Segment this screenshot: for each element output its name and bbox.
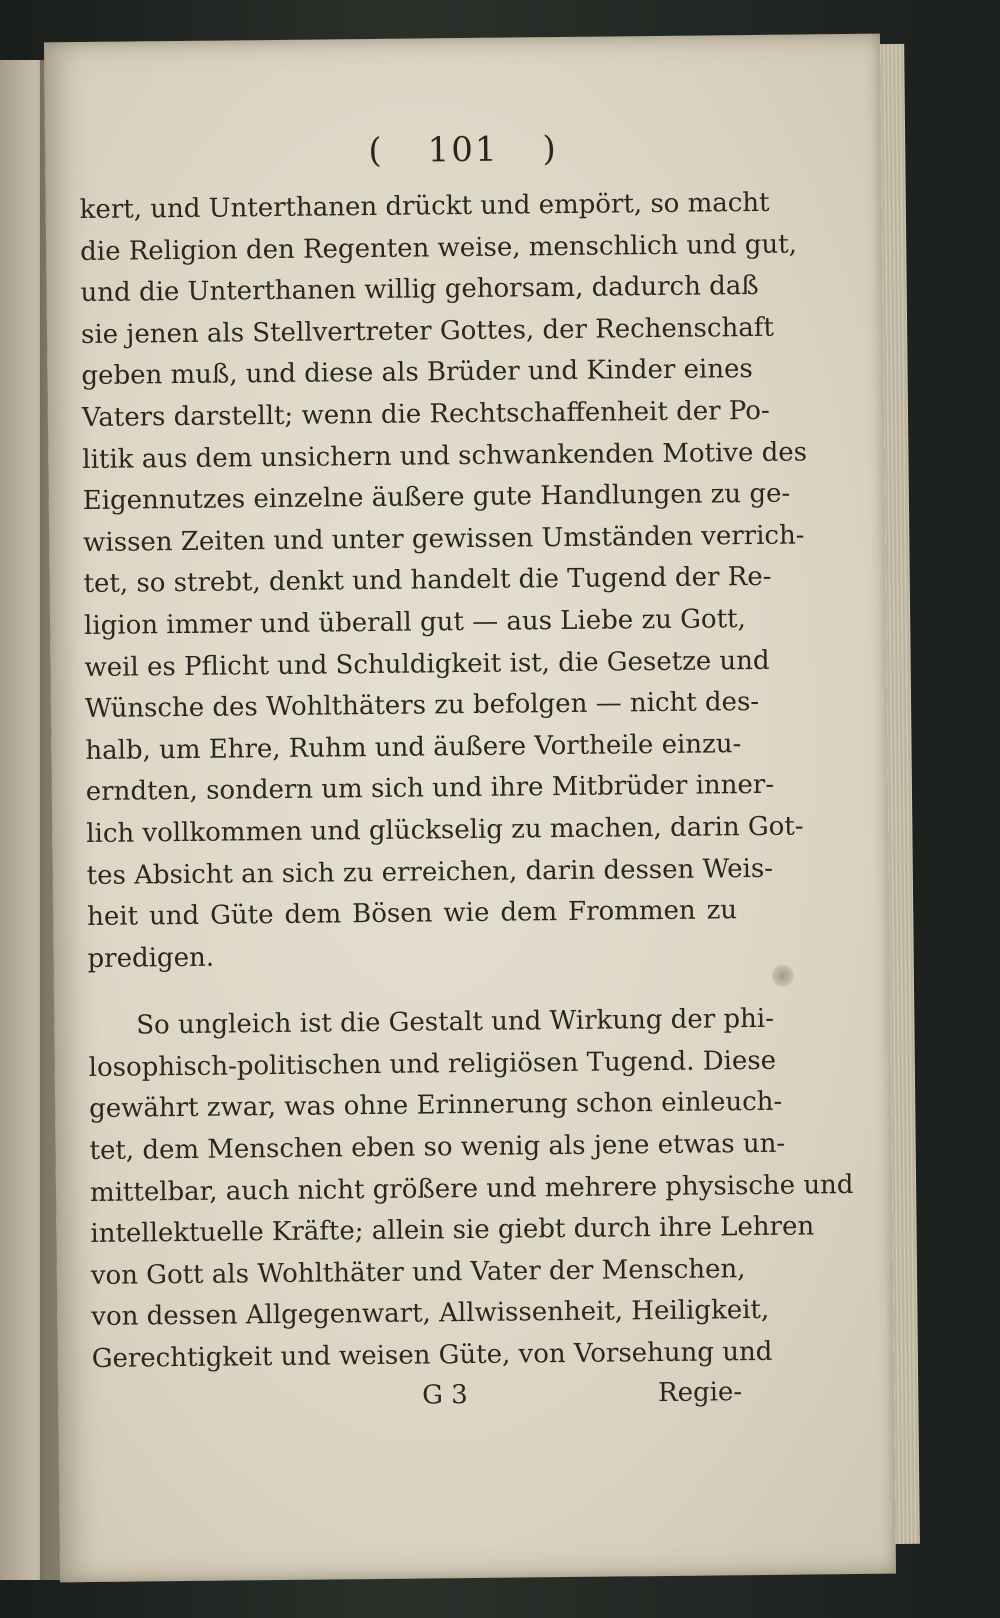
- text-line: ligion immer und überall gut — aus Liebe zu Gott,: [83, 604, 746, 641]
- catchword: Regie-: [657, 1377, 743, 1409]
- text-line: und die Unterthanen willig gehorsam, dadurch daß: [80, 271, 759, 309]
- text-line: Wünsche des Wohlthäters zu befolgen — nicht des-: [84, 687, 760, 725]
- text-line: von dessen Allgegenwart, Allwissenheit, Heiligkeit,: [91, 1295, 770, 1333]
- text-line: So ungleich ist die Gestalt und Wirkung der phi-: [136, 1004, 775, 1041]
- text-line: mittelbar, auch nicht größere und mehrere physische und: [89, 1169, 854, 1208]
- paragraph-1: [79, 183, 808, 980]
- paragraph-2: [88, 999, 854, 1380]
- text-line: Vaters darstellt; wenn die Rechtschaffenheit der Po-: [81, 395, 770, 434]
- text-line: wissen Zeiten und unter gewissen Umständen verrich-: [83, 520, 805, 558]
- text-line: die Religion den Regenten weise, menschlich und gut,: [79, 229, 798, 267]
- text-line: Eigennutzes einzelne äußere gute Handlungen zu ge-: [82, 478, 791, 517]
- text-line: kert, und Unterthanen drückt und empört, so macht: [79, 187, 770, 226]
- text-line: intellektuelle Kräfte; allein sie giebt durch ihre Lehren: [90, 1211, 815, 1250]
- text-line: Gerechtigkeit und weisen Güte, von Vorsehung und: [91, 1336, 773, 1375]
- text-line: predigen.: [87, 942, 215, 974]
- book-page: [44, 34, 896, 1583]
- text-line: geben muß, und diese als Brüder und Kinder eines: [81, 354, 753, 392]
- text-line: tet, dem Menschen eben so wenig als jene etwas un-: [89, 1128, 786, 1167]
- text-line: gewährt zwar, was ohne Erinnerung schon einleuch-: [88, 1087, 783, 1125]
- text-line: heit und Güte dem Bösen wie dem Frommen zu: [86, 895, 738, 933]
- text-line: weil es Pflicht und Schuldigkeit ist, die Gesetze und: [84, 645, 770, 683]
- text-line: tet, so strebt, denkt und handelt die Tugend der Re-: [83, 562, 772, 600]
- text-line: von Gott als Wohlthäter und Vater der Menschen,: [90, 1253, 746, 1291]
- signature-mark: G 3: [421, 1380, 468, 1411]
- page-header: [45, 126, 881, 175]
- text-line: erndten, sondern um sich und ihre Mitbrüder inner-: [85, 770, 775, 808]
- text-line: litik aus dem unsichern und schwankenden Motive des: [82, 437, 808, 475]
- header-paren-right: ): [542, 129, 559, 170]
- text-line: losophisch-politischen und religiösen Tugend. Diese: [88, 1045, 777, 1083]
- text-line: halb, um Ehre, Ruhm und äußere Vortheile einzu-: [85, 728, 742, 766]
- text-line: sie jenen als Stellvertreter Gottes, der Rechenschaft: [80, 312, 774, 350]
- page-number: 101: [427, 129, 499, 171]
- body-text: [79, 183, 854, 1380]
- paper-stain: [772, 965, 794, 987]
- header-paren-left: (: [368, 130, 384, 172]
- text-line: tes Absicht an sich zu erreichen, darin dessen Weis-: [86, 853, 774, 891]
- text-line: lich vollkommen und glückselig zu machen, darin Got-: [86, 811, 804, 849]
- page-footer: [92, 1377, 742, 1424]
